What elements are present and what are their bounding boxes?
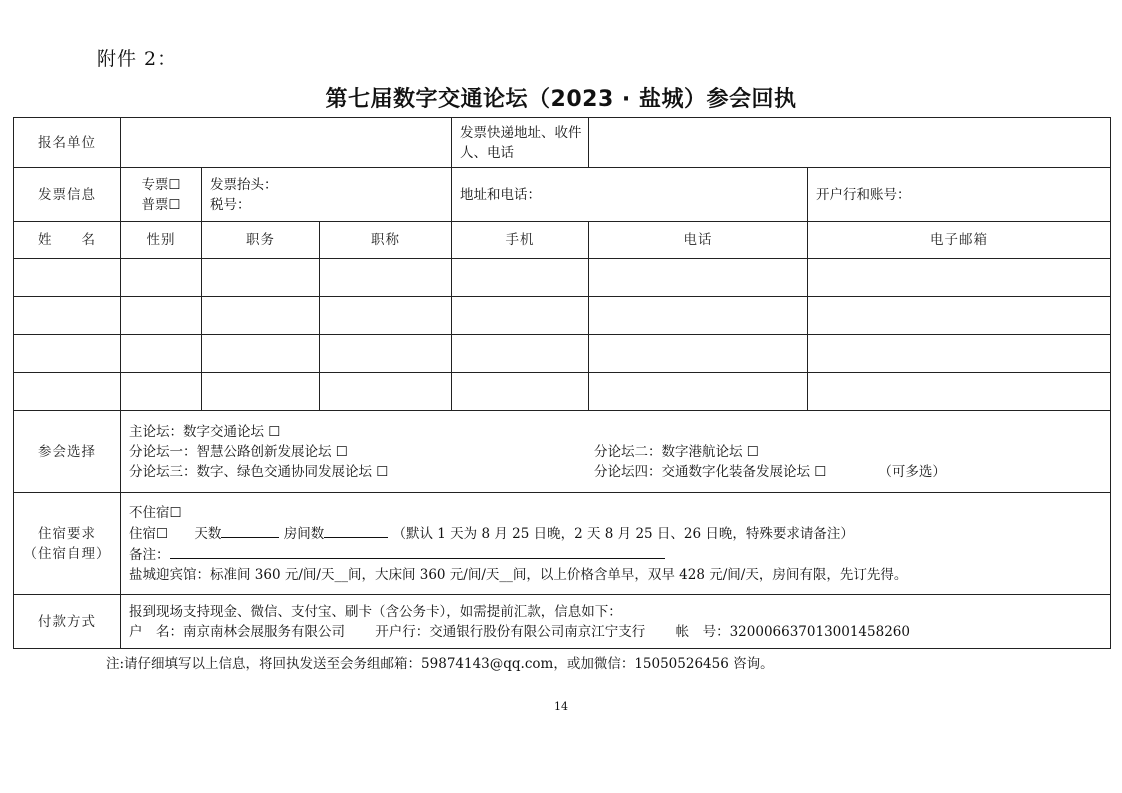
tax-number-label: 税号： xyxy=(210,196,251,213)
payment-description: 报到现场支持现金、微信、支付宝、刷卡（含公务卡），如需提前汇款，信息如下： xyxy=(129,603,622,620)
position-cell[interactable] xyxy=(202,297,320,335)
gender-cell[interactable] xyxy=(121,373,202,411)
sub-forum-1-option[interactable]: 分论坛一：智慧公路创新发展论坛 ☐ xyxy=(129,443,348,460)
header-name: 姓 名 xyxy=(14,222,121,259)
email-cell[interactable] xyxy=(808,373,1111,411)
table-row xyxy=(14,297,1111,335)
invoice-row xyxy=(14,168,1111,222)
position-cell[interactable] xyxy=(202,373,320,411)
header-title: 职称 xyxy=(320,222,452,259)
header-mobile: 手机 xyxy=(452,222,589,259)
header-phone: 电话 xyxy=(589,222,808,259)
sub-forum-2-option[interactable]: 分论坛二：数字港航论坛 ☐ xyxy=(594,443,759,460)
lodging-row xyxy=(14,493,1111,595)
account-name: 户 名：南京南林会展服务有限公司 xyxy=(129,623,345,640)
phone-cell[interactable] xyxy=(589,297,808,335)
forum-options-line-2 xyxy=(129,442,1102,462)
title-cell[interactable] xyxy=(320,335,452,373)
default-stay-note: （默认 1 天为 8 月 25 日晚，2 天 8 月 25 日、26 日晚，特殊要求请备注） xyxy=(392,525,854,542)
remark-blank[interactable] xyxy=(170,544,665,559)
title-cell[interactable] xyxy=(320,297,452,335)
name-cell[interactable] xyxy=(14,297,121,335)
payment-info-cell xyxy=(121,595,1111,649)
stay-option[interactable]: 住宿☐ xyxy=(129,525,169,542)
forum-options-cell xyxy=(121,411,1111,493)
days-blank[interactable] xyxy=(221,523,279,538)
mobile-cell[interactable] xyxy=(452,335,589,373)
sub-forum-3-option[interactable]: 分论坛三：数字、绿色交通协同发展论坛 ☐ xyxy=(129,463,389,480)
header-position: 职务 xyxy=(202,222,320,259)
page-number: 14 xyxy=(554,700,568,713)
address-phone-cell[interactable]: 地址和电话： xyxy=(452,168,808,222)
remark-label: 备注： xyxy=(129,546,170,563)
mobile-cell[interactable] xyxy=(452,373,589,411)
phone-cell[interactable] xyxy=(589,335,808,373)
table-row xyxy=(14,373,1111,411)
normal-invoice-option[interactable]: 普票☐ xyxy=(141,196,181,213)
rooms-label: 房间数 xyxy=(283,525,325,542)
mobile-cell[interactable] xyxy=(452,259,589,297)
invoice-type-cell xyxy=(121,168,202,222)
name-cell[interactable] xyxy=(14,335,121,373)
email-cell[interactable] xyxy=(808,297,1111,335)
title-cell[interactable] xyxy=(320,259,452,297)
footnote: 注:请仔细填写以上信息，将回执发送至会务组邮箱：59874143@qq.com，或加微信：15050526456 咨询。 xyxy=(106,656,774,672)
name-cell[interactable] xyxy=(14,259,121,297)
special-invoice-option[interactable]: 专票☐ xyxy=(141,176,181,193)
lodging-self-pay-label: （住宿自理） xyxy=(23,545,111,562)
forum-row xyxy=(14,411,1111,493)
lodging-options-cell xyxy=(121,493,1111,595)
table-row xyxy=(14,335,1111,373)
stay-line xyxy=(129,523,1102,544)
registration-row xyxy=(14,118,1111,168)
lodging-label: 住宿要求 xyxy=(38,525,96,542)
email-cell[interactable] xyxy=(808,335,1111,373)
gender-cell[interactable] xyxy=(121,335,202,373)
email-cell[interactable] xyxy=(808,259,1111,297)
remark-line xyxy=(129,544,1102,565)
unit-field[interactable] xyxy=(121,118,452,168)
gender-cell[interactable] xyxy=(121,259,202,297)
payment-label: 付款方式 xyxy=(14,595,121,649)
gender-cell[interactable] xyxy=(121,297,202,335)
forum-options-line-3 xyxy=(129,462,1102,482)
header-gender: 性别 xyxy=(121,222,202,259)
position-cell[interactable] xyxy=(202,335,320,373)
payment-row xyxy=(14,595,1111,649)
main-forum-option[interactable]: 主论坛：数字交通论坛 ☐ xyxy=(129,423,281,440)
header-email: 电子邮箱 xyxy=(808,222,1111,259)
sub-forum-4-option[interactable]: 分论坛四：交通数字化装备发展论坛 ☐ xyxy=(594,463,827,480)
no-stay-option[interactable]: 不住宿☐ xyxy=(129,504,182,521)
table-row xyxy=(14,259,1111,297)
invoice-label: 发票信息 xyxy=(14,168,121,222)
name-cell[interactable] xyxy=(14,373,121,411)
express-label: 发票快递地址、收件人、电话 xyxy=(452,118,589,168)
forum-label: 参会选择 xyxy=(14,411,121,493)
attachment-label: 附件 2： xyxy=(97,48,178,70)
mobile-cell[interactable] xyxy=(452,297,589,335)
hotel-info: 盐城迎宾馆：标准间 360 元/间/天__间，大床间 360 元/间/天__间，以上价格含单早，双早 428 元/间/天，房间有限，先订先得。 xyxy=(129,566,908,583)
express-field[interactable] xyxy=(589,118,1111,168)
phone-cell[interactable] xyxy=(589,259,808,297)
attendee-header-row xyxy=(14,222,1111,259)
title-cell[interactable] xyxy=(320,373,452,411)
multi-select-hint: （可多选） xyxy=(878,463,946,480)
invoice-header-cell[interactable] xyxy=(202,168,452,222)
registration-form-table xyxy=(13,117,1111,649)
position-cell[interactable] xyxy=(202,259,320,297)
bank-account-cell[interactable]: 开户行和账号： xyxy=(808,168,1111,222)
days-label: 天数 xyxy=(194,525,222,542)
account-number: 帐 号：320006637013001458260 xyxy=(675,623,910,640)
page-title: 第七届数字交通论坛（2023 · 盐城）参会回执 xyxy=(325,87,797,112)
unit-label: 报名单位 xyxy=(14,118,121,168)
phone-cell[interactable] xyxy=(589,373,808,411)
bank-name: 开户行：交通银行股份有限公司南京江宁支行 xyxy=(375,623,646,640)
invoice-header-label: 发票抬头： xyxy=(210,176,278,193)
rooms-blank[interactable] xyxy=(324,523,388,538)
payment-account-line xyxy=(129,622,1102,642)
lodging-label-cell xyxy=(14,493,121,595)
